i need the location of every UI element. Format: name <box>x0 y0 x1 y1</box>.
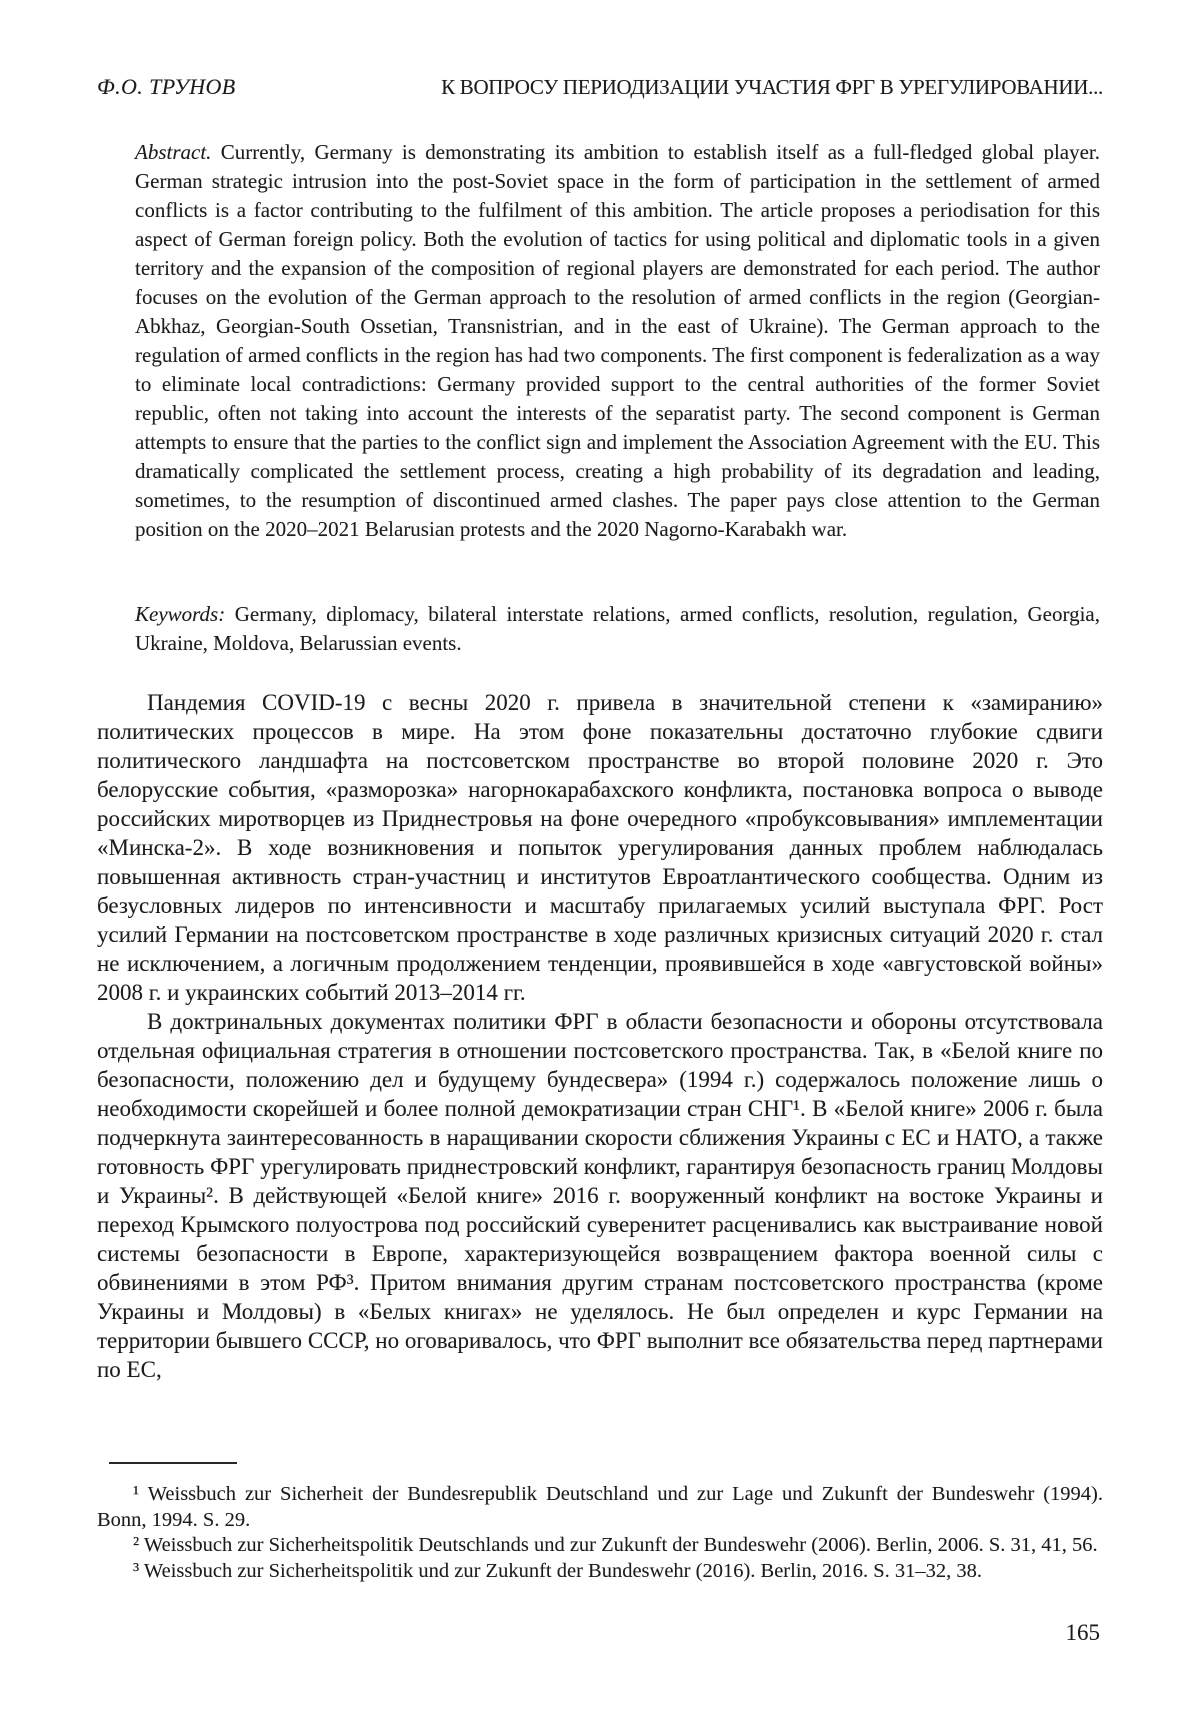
author-name: Ф.О. ТРУНОВ <box>97 74 236 99</box>
footnote-separator <box>109 1462 237 1464</box>
abstract-block <box>135 138 1100 544</box>
keywords-label: Keywords: <box>135 602 226 626</box>
page-number: 165 <box>1065 1620 1100 1645</box>
footnotes-section <box>97 1462 1103 1584</box>
footnote-1: ¹ Weissbuch zur Sicherheit der Bundesrepublik Deutschland und zur Lage und Zukunft der Bundeswehr (1994). Bonn, 1994. S. 29. <box>97 1483 1103 1531</box>
body-paragraph-1: Пандемия COVID-19 с весны 2020 г. привела в значительной степени к «замиранию» политических процессов в мире. На этом фоне показательны достаточно глубокие сдвиги политического ландшафта на постсоветском пространстве во второй половине 2020 г. Это белорусские события, «разморозка» нагорнокарабахского конфликта, постановка вопроса о выводе российских миротворцев из Приднестровья на фоне очередного «пробуксовывания» имплементации «Минска-2». В ходе возникновения и попыток урегулирования данных проблем наблюдалась повышенная активность стран-участниц и институтов Евроатлантического сообщества. Одним из безусловных лидеров по интенсивности и масштабу прилагаемых усилий выступала ФРГ. Рост усилий Германии на постсоветском пространстве в ходе различных кризисных ситуаций 2020 г. стал не исключением, а логичным продолжением тенденции, проявившейся в ходе «августовской войны» 2008 г. и украинских событий 2013–2014 гг. <box>97 690 1103 1005</box>
body-paragraph-2: В доктринальных документах политики ФРГ в области безопасности и обороны отсутствовала отдельная официальная стратегия в отношении постсоветского пространства. Так, в «Белой книге по безопасности, положению дел и будущему бундесвера» (1994 г.) содержалось положение лишь о необходимости скорейшей и более полной демократизации стран СНГ¹. В «Белой книге» 2006 г. была подчеркнута заинтересованность в наращивании скорости сближения Украины с ЕС и НАТО, а также готовность ФРГ урегулировать приднестровский конфликт, гарантируя безопасность границ Молдовы и Украины². В действующей «Белой книге» 2016 г. вооруженный конфликт на востоке Украины и переход Крымского полуострова под российский суверенитет расценивались как выстраивание новой системы безопасности в Европе, характеризующейся возвращением фактора военной силы с обвинениями в этом РФ³. Притом внимания другим странам постсоветского пространства (кроме Украины и Молдовы) в «Белых книгах» не уделялось. Не был определен и курс Германии на территории бывшего СССР, но оговаривалось, что ФРГ выполнит все обязательства перед партнерами по ЕС, <box>97 1009 1103 1382</box>
abstract-label: Abstract. <box>135 140 212 164</box>
abstract-text: Currently, Germany is demonstrating its ambition to establish itself as a full-fledged global player. German strategic intrusion into the post-Soviet space in the form of participation in the settlement of armed conflicts is a factor contributing to the fulfilment of this ambition. The article proposes a periodisation for this aspect of German foreign policy. Both the evolution of tactics for using political and diplomatic tools in a given territory and the expansion of the composition of regional players are demonstrated for each period. The author focuses on the evolution of the German approach to the resolution of armed conflicts in the region (Georgian-Abkhaz, Georgian-South Ossetian, Transnistrian, and in the east of Ukraine). The German approach to the regulation of armed conflicts in the region has had two components. The first component is federalization as a way to eliminate local contradictions: Germany provided support to the central authorities of the former Soviet republic, often not taking into account the interests of the separatist party. The second component is German attempts to ensure that the parties to the conflict sign and implement the Association Agreement with the EU. This dramatically complicated the settlement process, creating a high probability of its degradation and leading, sometimes, to the resumption of discontinued armed clashes. The paper pays close attention to the German position on the 2020–2021 Belarusian protests and the 2020 Nagorno-Karabakh war. <box>135 140 1101 541</box>
keywords-block <box>135 600 1100 658</box>
running-title: К ВОПРОСУ ПЕРИОДИЗАЦИИ УЧАСТИЯ ФРГ В УРЕГУЛИРОВАНИИ... <box>441 75 1103 99</box>
article-body <box>97 688 1103 1384</box>
keywords-text: Germany, diplomacy, bilateral interstate relations, armed conflicts, resolution, regulation, Georgia, Ukraine, Moldova, Belarussian events. <box>135 602 1100 655</box>
footnote-2: ² Weissbuch zur Sicherheitspolitik Deutschlands und zur Zukunft der Bundeswehr (2006). Berlin, 2006. S. 31, 41, 56. <box>133 1534 1098 1556</box>
abstract-paragraph <box>135 138 1100 544</box>
footnote-3: ³ Weissbuch zur Sicherheitspolitik und zur Zukunft der Bundeswehr (2016). Berlin, 2016. S. 31–32, 38. <box>133 1559 983 1582</box>
keywords-paragraph <box>135 600 1100 658</box>
page-header <box>97 74 1103 100</box>
